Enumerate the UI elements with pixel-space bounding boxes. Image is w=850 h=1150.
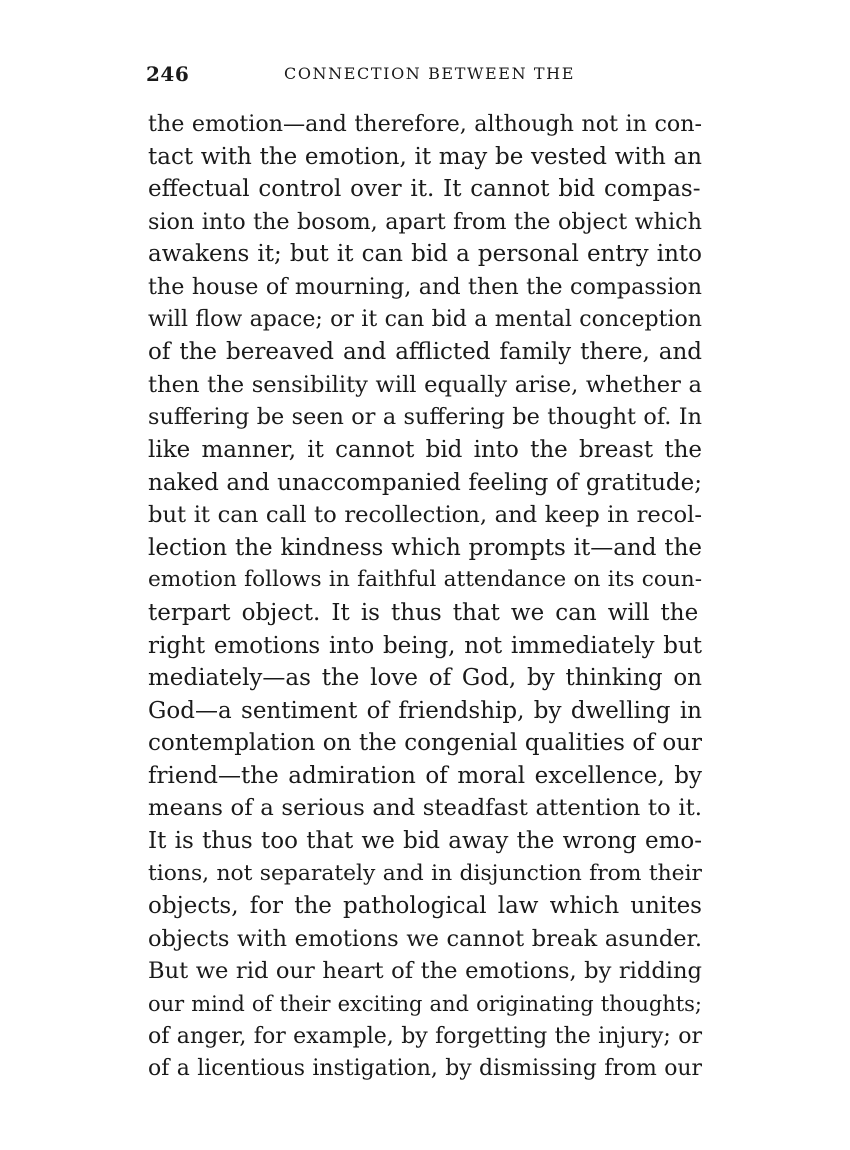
text-line: contemplation on the congenial qualities of our xyxy=(148,730,702,757)
text-line: right emotions into being, not immediately but xyxy=(148,632,702,659)
text-line: of a licentious instigation, by dismissing from our xyxy=(148,1056,702,1082)
text-line: of anger, for example, by forgetting the injury; or xyxy=(148,1023,702,1049)
text-line: of the bereaved and afflicted family there, and xyxy=(148,339,702,366)
text-line: But we rid our heart of the emotions, by ridding xyxy=(148,958,702,985)
text-line: means of a serious and steadfast attention to it. xyxy=(148,795,702,822)
text-line: tions, not separately and in disjunction from their xyxy=(148,860,702,886)
text-line: It is thus too that we bid away the wrong emo- xyxy=(148,828,702,855)
text-line: will flow apace; or it can bid a mental conception xyxy=(148,306,702,332)
text-line: friend—the admiration of moral excellence, by xyxy=(148,762,702,789)
text-line: then the sensibility will equally arise, whether a xyxy=(148,371,702,398)
text-line: terpart object. It is thus that we can will the xyxy=(148,599,699,626)
text-line: awakens it; but it can bid a personal entry into xyxy=(148,241,702,268)
text-line: objects, for the pathological law which unites xyxy=(148,893,702,920)
text-line: effectual control over it. It cannot bid compas- xyxy=(148,176,701,203)
text-line: tact with the emotion, it may be vested with an xyxy=(148,143,702,170)
body-text xyxy=(148,108,702,1086)
text-line: naked and unaccompanied feeling of gratitude; xyxy=(148,469,702,496)
text-line: the emotion—and therefore, although not in con- xyxy=(148,111,702,137)
page-header xyxy=(146,62,702,90)
text-line: like manner, it cannot bid into the breast the xyxy=(148,436,702,463)
text-line: emotion follows in faithful attendance on its coun- xyxy=(148,567,702,593)
text-line: lection the kindness which prompts it—and the xyxy=(148,534,702,561)
text-line: the house of mourning, and then the compassion xyxy=(148,273,702,300)
text-line: God—a sentiment of friendship, by dwelling in xyxy=(148,697,702,724)
text-line: objects with emotions we cannot break asunder. xyxy=(148,925,702,952)
text-line: mediately—as the love of God, by thinking on xyxy=(148,665,702,692)
text-line: sion into the bosom, apart from the object which xyxy=(148,208,702,235)
text-line: our mind of their exciting and originating thoughts; xyxy=(148,992,702,1017)
running-head: CONNECTION BETWEEN THE xyxy=(284,64,575,83)
text-line: suffering be seen or a suffering be thought of. In xyxy=(148,404,702,431)
text-line: but it can call to recollection, and keep in recol- xyxy=(148,502,702,529)
page-number: 246 xyxy=(146,62,190,86)
